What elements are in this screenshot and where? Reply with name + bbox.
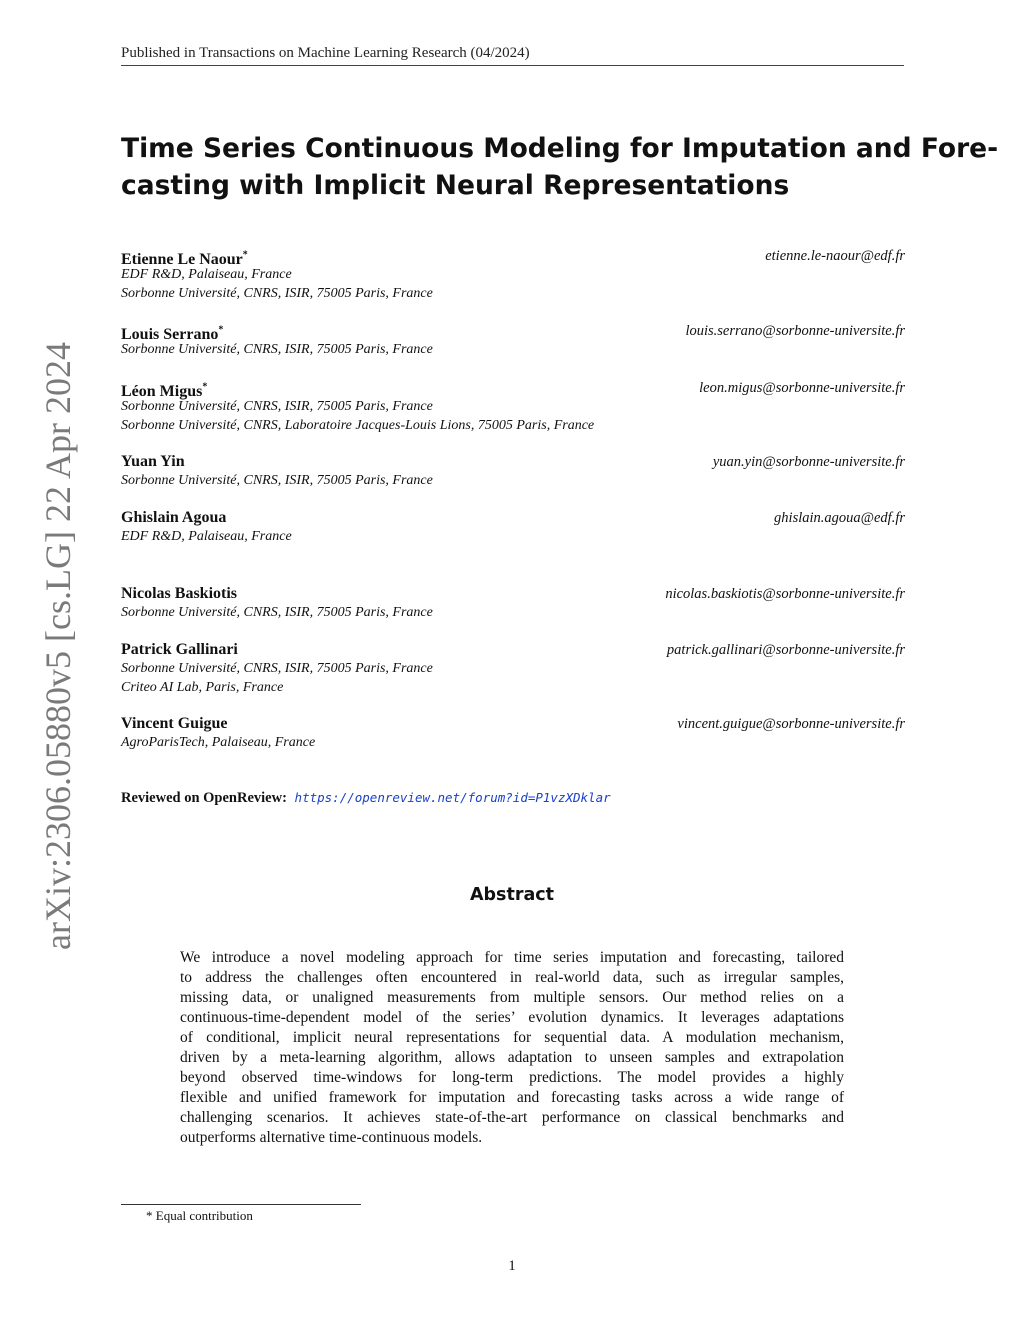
openreview-link[interactable]: https://openreview.net/forum?id=P1vzXDklar <box>294 790 611 805</box>
author-email[interactable]: leon.migus@sorbonne-universite.fr <box>699 380 905 396</box>
abstract-text <box>180 948 844 1148</box>
arxiv-stamp: arXiv:2306.05880v5 [cs.LG] 22 Apr 2024 <box>38 342 78 950</box>
abstract-heading: Abstract <box>469 885 555 905</box>
author-email[interactable]: yuan.yin@sorbonne-universite.fr <box>712 454 905 470</box>
author-affiliation: Sorbonne Université, CNRS, Laboratoire Jacques-Louis Lions, 75005 Paris, France <box>121 417 595 433</box>
author-name: Nicolas Baskiotis <box>121 585 238 602</box>
author-affiliation: Sorbonne Université, CNRS, ISIR, 75005 Paris, France <box>121 285 433 301</box>
author-name: Etienne Le Naour* <box>121 250 248 269</box>
abstract-line: beyond observed time-windows for long-term predictions. The model provides a highly <box>180 1069 844 1086</box>
author-affiliation: Sorbonne Université, CNRS, ISIR, 75005 Paris, France <box>121 605 433 620</box>
author-affiliation: Sorbonne Université, CNRS, ISIR, 75005 Paris, France <box>121 473 433 488</box>
paper-title <box>121 130 999 204</box>
page-number: 1 <box>508 1258 516 1274</box>
abstract-line: to address the challenges often encountered in real-world data, such as irregular samples, <box>180 969 844 986</box>
author-email[interactable]: vincent.guigue@sorbonne-universite.fr <box>677 716 905 732</box>
author-block <box>121 452 905 491</box>
title-line-1: Time Series Continuous Modeling for Imputation and Fore- <box>121 133 999 164</box>
abstract-line: of conditional, implicit neural representations for sequential data. A modulation mechanism, <box>180 1029 844 1046</box>
author-block <box>121 508 905 547</box>
author-affiliation: EDF R&D, Palaiseau, France <box>121 529 292 544</box>
abstract-line: We introduce a novel modeling approach for time series imputation and forecasting, tailored <box>180 949 844 966</box>
author-email[interactable]: nicolas.baskiotis@sorbonne-universite.fr <box>665 586 905 602</box>
review-line <box>121 789 611 807</box>
abstract-line: continuous-time-dependent model of the series’ evolution dynamics. It leverages adaptations <box>180 1009 844 1026</box>
author-affiliation: Sorbonne Université, CNRS, ISIR, 75005 Paris, France <box>121 661 433 676</box>
author-name: Ghislain Agoua <box>121 509 227 526</box>
footnote-divider <box>121 1204 361 1205</box>
author-name: Louis Serrano* <box>121 325 224 344</box>
author-affiliation: EDF R&D, Palaiseau, France <box>121 267 292 282</box>
author-block <box>121 321 905 360</box>
author-name: Léon Migus* <box>121 382 208 401</box>
author-affiliation: AgroParisTech, Palaiseau, France <box>121 735 316 750</box>
author-email[interactable]: patrick.gallinari@sorbonne-universite.fr <box>666 642 905 658</box>
author-name: Vincent Guigue <box>121 715 228 732</box>
author-block <box>121 378 905 435</box>
journal-header: Published in Transactions on Machine Learning Research (04/2024) <box>121 44 904 66</box>
author-affiliation: Criteo AI Lab, Paris, France <box>121 679 284 695</box>
author-email[interactable]: louis.serrano@sorbonne-universite.fr <box>685 323 905 339</box>
equal-contribution-mark: * <box>218 325 224 336</box>
author-block <box>121 584 905 623</box>
author-name: Patrick Gallinari <box>121 641 238 658</box>
title-line-2: casting with Implicit Neural Representations <box>121 170 790 201</box>
author-name: Yuan Yin <box>121 453 185 470</box>
author-affiliation: Sorbonne Université, CNRS, ISIR, 75005 Paris, France <box>121 399 433 414</box>
author-block <box>121 640 905 697</box>
review-label: Reviewed on OpenReview: <box>121 790 287 806</box>
author-affiliation: Sorbonne Université, CNRS, ISIR, 75005 Paris, France <box>121 342 433 357</box>
equal-contribution-mark: * <box>242 250 248 261</box>
equal-contribution-mark: * <box>202 382 208 393</box>
abstract-line: flexible and unified framework for imputation and forecasting tasks across a wide range of <box>180 1089 844 1106</box>
author-email[interactable]: etienne.le-naour@edf.fr <box>765 248 905 264</box>
author-block <box>121 246 905 303</box>
abstract-line: driven by a meta-learning algorithm, allows adaptation to unseen samples and extrapolation <box>180 1049 844 1066</box>
author-block <box>121 714 905 753</box>
abstract-line: missing data, or unaligned measurements from multiple sensors. Our method relies on a <box>180 989 844 1006</box>
author-email[interactable]: ghislain.agoua@edf.fr <box>774 510 905 526</box>
footnote: * Equal contribution <box>146 1208 253 1223</box>
abstract-line: outperforms alternative time-continuous models. <box>180 1129 483 1146</box>
abstract-line: challenging scenarios. It achieves state-of-the-art performance on classical benchmarks and <box>180 1109 844 1126</box>
